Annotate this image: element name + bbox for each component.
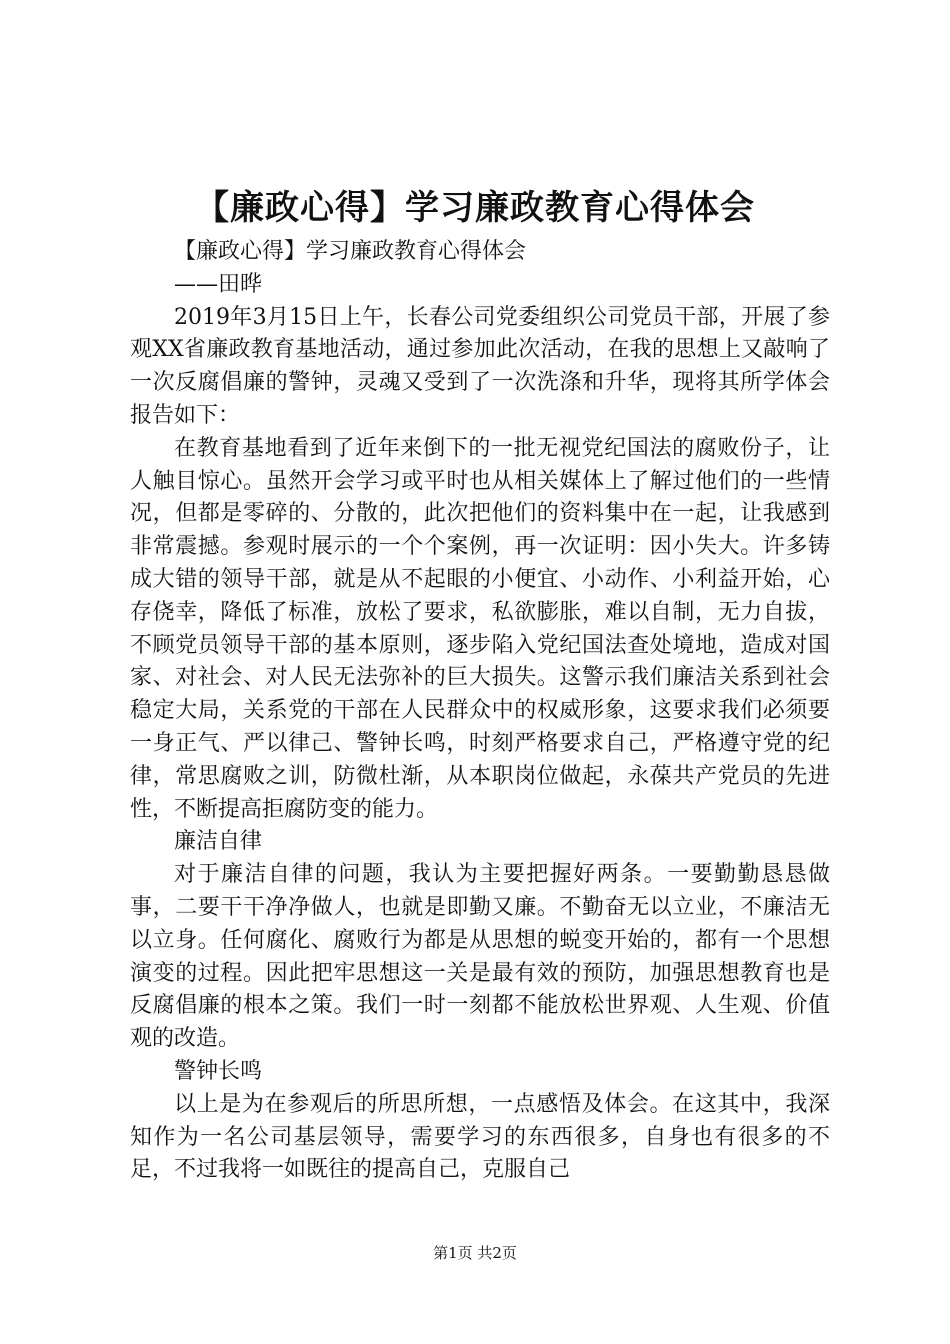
document-subtitle: 【廉政心得】学习廉政教育心得体会 <box>174 239 527 264</box>
section-heading-alarm-bell: 警钟长鸣 <box>174 1058 263 1084</box>
paragraph-alarm-bell: 以上是为在参观后的所思所想，一点感悟及体会。在这其中，我深知作为一名公司基层领导，需要学习的东西很多，自身也有很多的不足，不过我将一如既往的提高自己，克服自己 <box>130 1091 830 1183</box>
document-author: ——田晔 <box>174 271 263 297</box>
paragraph-self-discipline: 对于廉洁自律的问题，我认为主要把握好两条。一要勤勤恳恳做事，二要干干净净做人，也就是即勤又廉。不勤奋无以立业，不廉洁无以立身。任何腐化、腐败行为都是从思想的蜕变开始的，都有一个思想演变的过程。因此把牢思想这一关是最有效的预防，加强思想教育也是反腐倡廉的根本之策。我们一时一刻都不能放松世界观、人生观、价值观的改造。 <box>130 862 830 1052</box>
document-title: 【廉政心得】学习廉政教育心得体会 <box>195 188 755 228</box>
page-footer: 第1页 共2页 <box>433 1244 517 1262</box>
paragraph-education-base: 在教育基地看到了近年来倒下的一批无视党纪国法的腐败份子，让人触目惊心。虽然开会学习或平时也从相关媒体上了解过他们的一些情况，但都是零碎的、分散的，此次把他们的资料集中在一起，让我感到非常震撼。参观时展示的一个个案例，再一次证明：因小失大。许多铸成大错的领导干部，就是从不起眼的小便宜、小动作、小利益开始，心存侥幸，降低了标准，放松了要求，私欲膨胀，难以自制，无力自拔，不顾党员领导干部的基本原则，逐步陷入党纪国法查处境地，造成对国家、对社会、对人民无法弥补的巨大损失。这警示我们廉洁关系到社会稳定大局，关系党的干部在人民群众中的权威形象，这要求我们必须要一身正气、严以律己、警钟长鸣，时刻严格要求自己，严格遵守党的纪律，常思腐败之训，防微杜渐，从本职岗位做起，永葆共产党员的先进性，不断提高拒腐防变的能力。 <box>130 435 830 822</box>
section-heading-self-discipline: 廉洁自律 <box>174 829 263 855</box>
paragraph-intro: 2019年3月15日上午，长春公司党委组织公司党员干部，开展了参观XX省廉政教育基地活动，通过参加此次活动，在我的思想上又敲响了一次反腐倡廉的警钟，灵魂又受到了一次洗涤和升华，现将其所学体会报告如下： <box>130 304 830 428</box>
document-body <box>130 236 830 1187</box>
